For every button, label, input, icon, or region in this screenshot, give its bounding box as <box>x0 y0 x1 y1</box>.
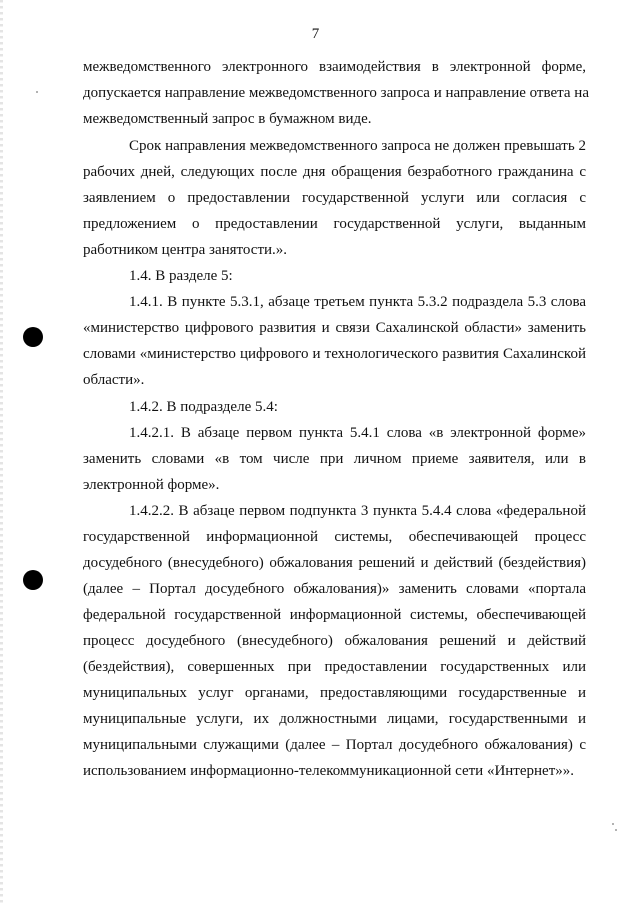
text-line: 1.4.1. В пункте 5.3.1, абзаце третьем пункта 5.3.2 подраздела 5.3 слова <box>129 294 586 310</box>
text-line: муниципальных услуг органами, предоставляющими государственные и <box>83 685 586 701</box>
text-line: муниципальными служащими (далее – Портал досудебного обжалования) с <box>83 737 586 753</box>
text-line: словами «министерство цифрового и технологического развития Сахалинской <box>83 346 586 362</box>
text-line: (далее – Портал досудебного обжалования)» заменить словами «портала <box>83 581 586 597</box>
text-line: заменить словами «в том числе при личном приеме заявителя, или в <box>83 451 586 467</box>
text-line: работником центра занятости.». <box>83 242 288 258</box>
text-line: процесс досудебного (внесудебного) обжалования решений и действий <box>83 633 586 649</box>
text-line: области». <box>83 372 145 388</box>
text-line: допускается направление межведомственного запроса и направление ответа на <box>83 85 589 101</box>
text-line: межведомственный запрос в бумажном виде. <box>83 111 372 127</box>
text-line: 1.4.2.2. В абзаце первом подпункта 3 пункта 5.4.4 слова «федеральной <box>129 503 586 519</box>
section-heading: 1.4. В разделе 5: <box>129 268 233 284</box>
text-line: (бездействия), совершенных при предоставлении государственных или <box>83 659 586 675</box>
text-line: муниципальные услуги, их должностными лицами, государственными и <box>83 711 586 727</box>
punch-hole-top <box>23 327 43 347</box>
scan-edge-artifact <box>0 0 3 905</box>
text-line: использованием информационно-телекоммуникационной сети «Интернет»». <box>83 763 575 779</box>
text-line: заявлением о предоставлении государственной услуги или согласия с <box>83 190 586 206</box>
scan-speck <box>615 829 617 831</box>
text-line: Срок направления межведомственного запроса не должен превышать 2 <box>129 138 586 154</box>
text-line: электронной форме». <box>83 477 220 493</box>
punch-hole-bottom <box>23 570 43 590</box>
text-line: «министерство цифрового развития и связи Сахалинской области» заменить <box>83 320 586 336</box>
text-line: государственной информационной системы, обеспечивающей процесс <box>83 529 586 545</box>
scan-speck <box>36 91 38 93</box>
text-line: рабочих дней, следующих после дня обращения безработного гражданина с <box>83 164 586 180</box>
text-line: 1.4.2.1. В абзаце первом пункта 5.4.1 слова «в электронной форме» <box>129 425 586 441</box>
scan-speck <box>612 823 614 825</box>
section-heading: 1.4.2. В подразделе 5.4: <box>129 399 278 415</box>
text-line: досудебного (внесудебного) обжалования решений и действий (бездействия) <box>83 555 586 571</box>
text-line: межведомственного электронного взаимодействия в электронной форме, <box>83 59 586 75</box>
text-line: федеральной государственной информационной системы, обеспечивающей <box>83 607 586 623</box>
page-number: 7 <box>311 26 320 42</box>
text-line: предложением о предоставлении государственной услуги, выданным <box>83 216 586 232</box>
